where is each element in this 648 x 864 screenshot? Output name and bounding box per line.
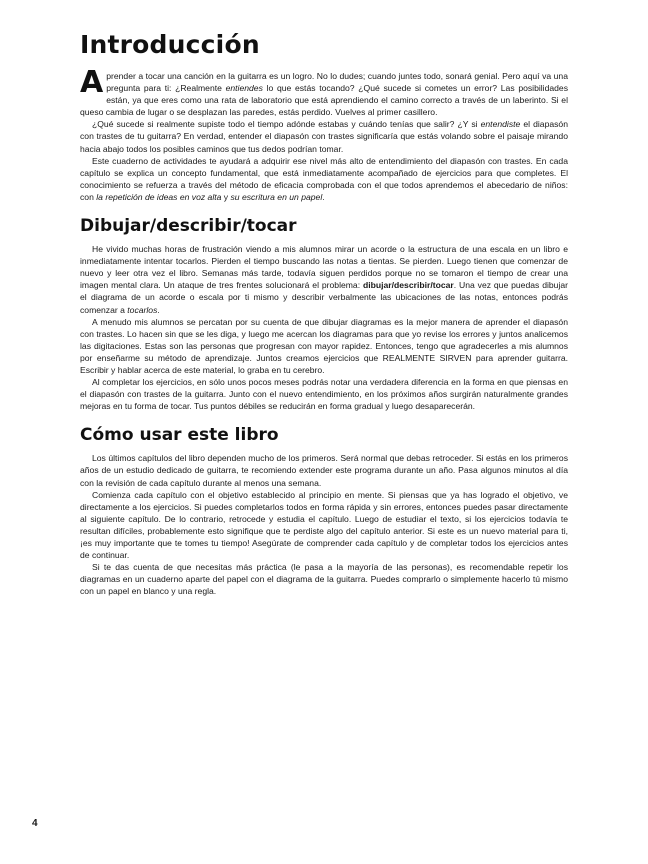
emphasis: entiendes xyxy=(225,83,263,94)
text-run: lo que estás tocando? ¿Qué sucede si cometes un error? Las posibilidades están, ya que eres como una rata de laboratorio que está aprendiendo el camino correcto a través de un laberinto. Si el queso cambia de lugar o se desplazan las paredes, estás perdido. Vuelves al primer casillero. xyxy=(80,83,569,118)
text-run: . xyxy=(322,191,325,202)
emphasis: tocarlos xyxy=(127,304,158,315)
text-run: Este cuaderno de actividades te ayudará a adquirir ese nivel más alto de entendimiento del diapasón con trastes. En cada capítulo se explica un concepto fundamental, que está inmediatamente acompañado de ejercicios para que completes. El conocimiento se refuerza a través del método de eficacia comprobada con el que todos aprendemos el abecedario de niños: con xyxy=(80,155,568,202)
bold-text: dibujar/describir/tocar xyxy=(362,280,454,291)
text-run: . Una vez que puedas dibujar el diagrama de un acorde o escala por ti mismo y describir verbalmente las ubicaciones de las notas, entonces podrás comenzar a xyxy=(80,280,568,315)
intro-paragraph-3 xyxy=(80,155,568,203)
section2-paragraph-3: Al completar los ejercicios, en sólo unos pocos meses podrás notar una verdadera diferencia en la forma en que piensas en el diapasón con trastes de la guitarra. Junto con el nuevo entendimiento, en los próximos años surgirán naturalmente grandes mejoras en tu forma de tocar. Tus puntos débiles se reducirán en forma gradual y luego desaparecerán. xyxy=(80,377,568,412)
text-run: el diapasón con trastes de tu guitarra? En verdad, entender el diapasón con trastes significaría que estás volando sobre el paisaje mirando hacia abajo todos los posibles caminos que tus dedos podrían tomar. xyxy=(80,119,568,154)
emphasis: la repetición de ideas en voz alta xyxy=(96,191,222,202)
section-heading: Cómo usar este libro xyxy=(80,425,279,446)
section-draw-describe-play xyxy=(80,215,568,412)
intro-paragraph-2 xyxy=(80,118,568,154)
drop-cap-letter: A xyxy=(80,65,104,100)
page-number: 4 xyxy=(32,818,38,829)
page-title: Introducción xyxy=(80,30,260,59)
emphasis: su escritura en un papel xyxy=(230,191,323,202)
section3-paragraph-1: Los últimos capítulos del libro dependen mucho de los primeros. Será normal que debas retroceder. Si estás en los primeros años de un estudio dedicado de guitarra, te recomiendo extender este programa durante un año. Pasa algunos minutos al día con la revisión de cada capítulo durante al menos una semana. xyxy=(80,453,568,488)
section-how-to-use xyxy=(80,424,568,597)
document-page xyxy=(80,30,568,597)
intro-paragraph-1 xyxy=(80,65,569,118)
section-heading: Dibujar/describir/tocar xyxy=(80,216,297,237)
text-run: ¿Qué sucede si realmente supiste todo el tiempo adónde estabas y cuándo tenías que salir? ¿Y si xyxy=(92,119,481,130)
section3-paragraph-3: Si te das cuenta de que necesitas más práctica (le pasa a la mayoría de las personas), es recomendable repetir los diagramas en un cuaderno aparte del papel con el diagrama de la guitarra. Puedes comprarlo o simplemente hacerlo tú mismo con un papel en blanco y una regla. xyxy=(80,562,568,597)
section2-paragraph-2: A menudo mis alumnos se percatan por su cuenta de que dibujar diagramas es la mejor manera de aprender el diapasón con trastes. Lo hacen sin que se les diga, y luego me acercan los diagramas para que yo revise los errores y juntos analicemos las digitaciones. Estas son las personas que progresan con mayor rapidez. Entonces, tengo que agradecerles a mis alumnos por enseñarme su método de aprendizaje. Juntos creamos ejercicios que REALMENTE SIRVEN para aprender guitarra. Escribir y hablar acerca de este material, lo graba en tu cerebro. xyxy=(80,316,568,375)
text-run: He vivido muchas horas de frustración viendo a mis alumnos mirar un acorde o la estructura de una escala en un libro e inmediatamente intentar tocarlos. Pierden el tiempo buscando las notas a tientas. Se pierden. Luego tienen que comenzar de nuevo y leer otra vez el libro. Semanas más tarde, todavía siguen perdidos porque no se tomaron el tiempo de crear una imagen mental clara. Un ataque de tres frentes solucionará el problema: xyxy=(80,244,568,291)
text-run: prender a tocar una canción en la guitarra es un logro. No lo dudes; cuando juntes todo, sonará genial. Pero aquí va una pregunta para ti: ¿Realmente xyxy=(106,71,568,94)
section3-paragraph-2: Comienza cada capítulo con el objetivo establecido al principio en mente. Si piensas que ya has logrado el objetivo, ve directamente a los ejercicios. Si puedes completarlos todos en forma rápida y sin errores, entonces puedes pasar directamente al siguiente capítulo. De lo contrario, retrocede y estudia el capítulo. Luego de estudiar el texto, si los ejercicios todavía te resultan difíciles, probablemente esto signifique que te perdiste algo del capítulo anterior. Si este es un nuevo material para ti, ¡es muy importante que te tomes tu tiempo! Asegúrate de comprender cada capítulo y de completar todos los ejercicios antes de continuar. xyxy=(80,489,568,561)
text-run: y xyxy=(221,191,231,202)
section2-paragraph-1 xyxy=(80,243,568,316)
text-run: . xyxy=(157,304,160,315)
emphasis: entendiste xyxy=(480,119,521,130)
intro-section xyxy=(80,65,569,203)
